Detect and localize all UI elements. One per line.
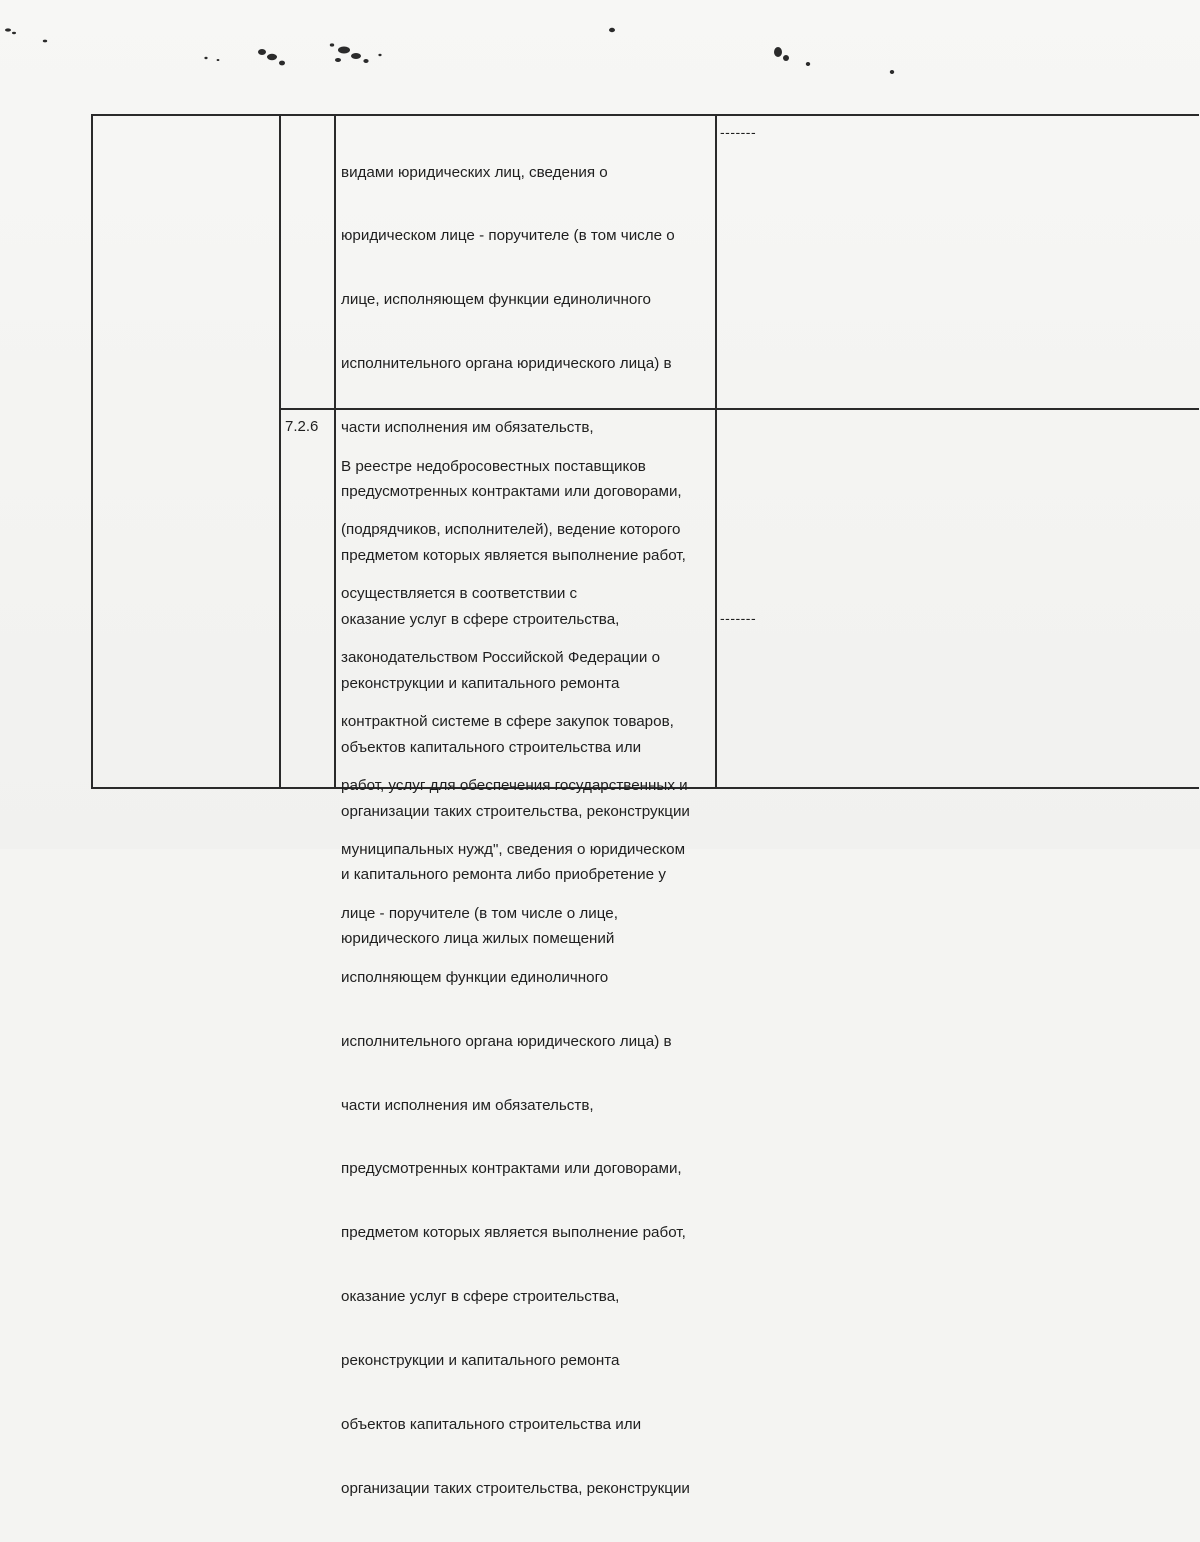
text-line: исполнительного органа юридического лица) в [341,355,672,373]
text-line: предусмотренных контрактами или договорами, [341,483,682,501]
column-divider-1 [279,114,281,789]
column-divider-2 [334,114,336,789]
text-line: видами юридических лиц, сведения о [341,163,608,181]
text-line: предусмотренных контрактами или договорами, [341,1160,682,1178]
table-top-border [91,114,1199,116]
text-line: законодательством Российской Федерации о [341,649,661,667]
text-line: части исполнения им обязательств, [341,1096,594,1114]
table-left-border [91,114,93,789]
text-line: объектов капитального строительства или [341,738,642,756]
text-line: организации таких строительства, реконструкции [341,1479,690,1497]
text-line: предметом которых является выполнение работ, [341,1224,686,1242]
text-line: и капитального ремонта либо приобретение у [341,866,666,884]
text-line: В реестре недобросовестных поставщиков [341,457,646,475]
text-line: части исполнения им обязательств, [341,419,594,437]
text-line: контрактной системе в сфере закупок товаров, [341,713,674,731]
text-line: реконструкции и капитального ремонта [341,674,620,692]
text-line: осуществляется в соответствии с [341,585,578,603]
text-line: исполнительного органа юридического лица) в [341,1032,672,1050]
text-line: реконструкции и капитального ремонта [341,1352,620,1370]
text-line: оказание услуг в сфере строительства, [341,1288,620,1306]
text-line: лице - поручителе (в том числе о лице, [341,904,618,922]
text-line: юридического лица жилых помещений [341,930,615,948]
text-line: лице, исполняющем функции единоличного [341,291,652,309]
text-line: работ, услуг для обеспечения государственных и [341,777,688,795]
text-line: организации таких строительства, реконструкции [341,802,690,820]
text-line: объектов капитального строительства или [341,1415,642,1433]
row-2-number: 7.2.6 [285,418,319,435]
text-line: исполняющем функции единоличного [341,968,609,986]
text-line: юридическом лице - поручителе (в том числе о [341,227,675,245]
text-line: муниципальных нужд", сведения о юридическом [341,840,686,858]
row-2-value: ------- [720,610,757,626]
text-line: предметом которых является выполнение работ, [341,546,686,564]
row-1-value: ------- [720,124,757,140]
text-line: (подрядчиков, исполнителей), ведение которого [341,521,681,539]
text-line: оказание услуг в сфере строительства, [341,610,620,628]
column-divider-3 [715,114,717,789]
row-2-description [341,413,690,1542]
